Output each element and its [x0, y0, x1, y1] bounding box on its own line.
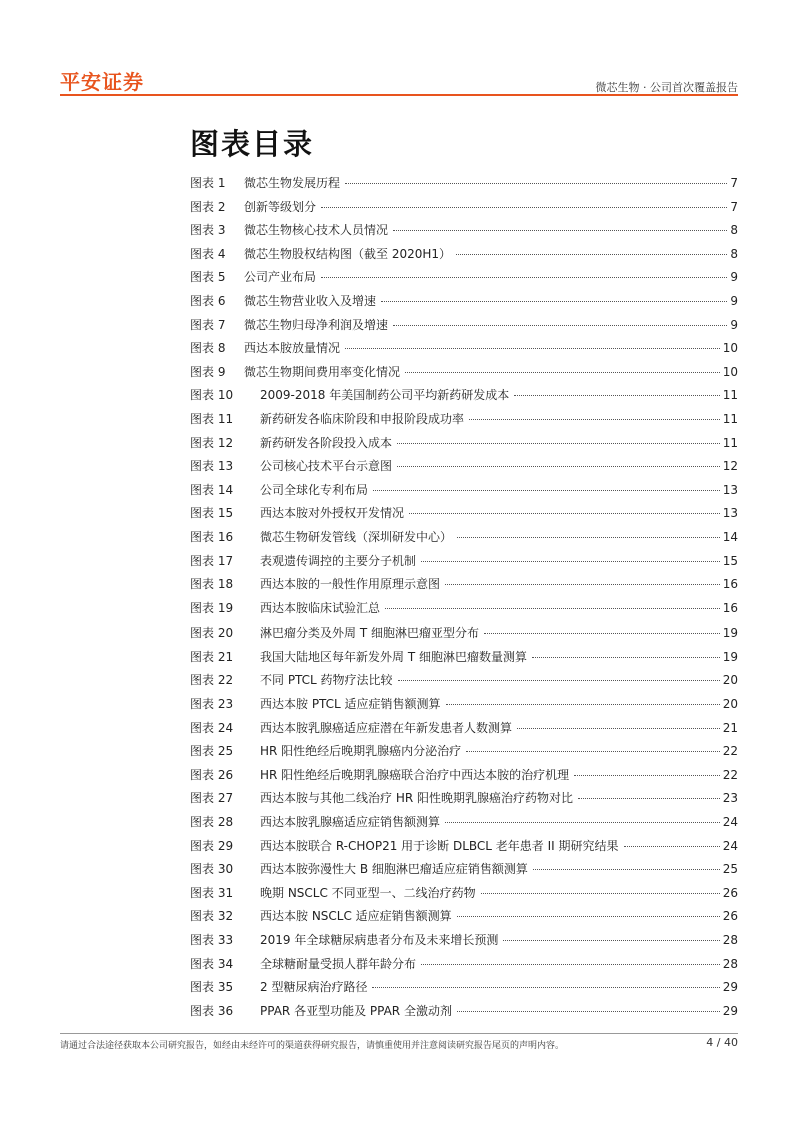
toc-leader-dots	[484, 633, 720, 634]
toc-figure-label: 图表 5	[190, 270, 226, 285]
toc-page-number: 23	[722, 791, 738, 806]
toc-figure-label: 图表 34	[190, 956, 234, 971]
toc-entry[interactable]	[190, 669, 738, 693]
toc-figure-title: 晚期 NSCLC 不同亚型一、二线治疗药物	[260, 885, 476, 900]
toc-figure-label: 图表 11	[190, 411, 234, 426]
toc-entry[interactable]	[190, 432, 738, 456]
toc-figure-title: 西达本胺放量情况	[244, 341, 341, 356]
toc-page-number: 11	[722, 435, 738, 450]
report-title: 微芯生物 · 公司首次覆盖报告	[595, 81, 738, 94]
toc-figure-label: 图表 29	[190, 838, 234, 853]
toc-figure-label: 图表 24	[190, 720, 234, 735]
toc-page-number: 12	[722, 459, 738, 474]
toc-entry[interactable]	[190, 811, 738, 835]
toc-figure-title: 微芯生物股权结构图（截至 2020H1）	[244, 246, 452, 261]
toc-leader-dots	[372, 987, 719, 988]
toc-figure-label: 图表 27	[190, 791, 234, 806]
footer-disclaimer: 请通过合法途径获取本公司研究报告，如经由未经许可的渠道获得研究报告，请慎重使用并注意阅读研究报告尾页的声明内容。	[60, 1041, 565, 1051]
toc-figure-label: 图表 4	[190, 246, 226, 261]
page-number: 4 / 40	[706, 1036, 738, 1049]
toc-entry[interactable]	[190, 787, 738, 811]
toc-figure-label: 图表 1	[190, 176, 226, 190]
toc-figure-title: 我国大陆地区每年新发外周 T 细胞淋巴瘤数量测算	[260, 649, 527, 664]
toc-figure-title: 微芯生物期间费用率变化情况	[244, 364, 401, 379]
toc-figure-title: HR 阳性绝经后晚期乳腺癌内分泌治疗	[260, 744, 462, 759]
toc-leader-dots	[445, 584, 720, 585]
company-logo: 平安证券	[60, 70, 144, 94]
toc-page-number: 26	[722, 885, 738, 900]
toc-leader-dots	[381, 301, 727, 302]
toc-figure-label: 图表 20	[190, 626, 234, 641]
toc-figure-title: 微芯生物核心技术人员情况	[244, 223, 389, 238]
toc-entry[interactable]	[190, 573, 738, 597]
toc-leader-dots	[517, 728, 720, 729]
toc-page-number: 19	[722, 649, 738, 664]
toc-figure-title: 表观遗传调控的主要分子机制	[260, 553, 417, 568]
toc-page-number: 13	[722, 506, 738, 521]
toc-leader-dots	[397, 466, 720, 467]
toc-figure-title: 新药研发各阶段投入成本	[260, 435, 393, 450]
toc-entry[interactable]	[190, 502, 738, 526]
toc-figure-title: 西达本胺对外授权开发情况	[260, 506, 405, 521]
toc-page-number: 24	[722, 838, 738, 853]
toc-page-number: 7	[730, 199, 738, 214]
toc-page-number: 15	[722, 553, 738, 568]
toc-entry[interactable]	[190, 1000, 738, 1024]
toc-figure-label: 图表 3	[190, 223, 226, 238]
toc-leader-dots	[446, 704, 720, 705]
toc-leader-dots	[457, 916, 720, 917]
toc-figure-label: 图表 13	[190, 459, 234, 474]
toc-figure-title: 西达本胺弥漫性大 B 细胞淋巴瘤适应症销售额测算	[260, 862, 528, 877]
toc-entry[interactable]	[190, 479, 738, 503]
toc-page-number: 19	[722, 626, 738, 641]
toc-page-number: 16	[722, 600, 738, 615]
toc-page-number: 9	[730, 317, 738, 332]
toc-entry[interactable]	[190, 384, 738, 408]
page-title: 图表目录	[190, 127, 315, 161]
toc-figure-label: 图表 28	[190, 815, 234, 830]
toc-figure-title: 微芯生物研发管线（深圳研发中心）	[260, 529, 453, 544]
toc-figure-label: 图表 16	[190, 529, 234, 544]
toc-figure-title: 西达本胺的一般性作用原理示意图	[260, 577, 441, 592]
toc-page-number: 14	[722, 529, 738, 544]
toc-page-number: 9	[730, 293, 738, 308]
toc-leader-dots	[345, 183, 727, 184]
toc-page-number: 16	[722, 577, 738, 592]
toc-figure-label: 图表 17	[190, 553, 234, 568]
toc-entry[interactable]	[190, 455, 738, 479]
toc-figure-title: 全球糖耐量受损人群年龄分布	[260, 956, 417, 971]
toc-leader-dots	[469, 419, 720, 420]
toc-figure-title: HR 阳性绝经后晚期乳腺癌联合治疗中西达本胺的治疗机理	[260, 767, 570, 782]
toc-leader-dots	[533, 869, 720, 870]
toc-figure-label: 图表 14	[190, 482, 234, 497]
toc-figure-title: 不同 PTCL 药物疗法比较	[260, 673, 393, 688]
toc-page-number: 20	[722, 697, 738, 712]
toc-figure-title: 西达本胺 PTCL 适应症销售额测算	[260, 697, 441, 712]
toc-figure-title: 西达本胺临床试验汇总	[260, 600, 381, 615]
toc-figure-title: 2009-2018 年美国制药公司平均新药研发成本	[260, 388, 510, 403]
toc-entry[interactable]	[190, 219, 738, 243]
toc-entry[interactable]	[190, 337, 738, 361]
toc-figure-label: 图表 26	[190, 767, 234, 782]
toc-page-number: 20	[722, 673, 738, 688]
toc-figure-title: 2019 年全球糖尿病患者分布及未来增长预测	[260, 933, 499, 947]
toc-leader-dots	[532, 657, 720, 658]
toc-figure-label: 图表 23	[190, 697, 234, 712]
toc-entry[interactable]	[190, 172, 738, 196]
toc-leader-dots	[345, 348, 720, 349]
toc-leader-dots	[393, 230, 727, 231]
toc-leader-dots	[624, 846, 720, 847]
toc-figure-label: 图表 7	[190, 317, 226, 332]
toc-leader-dots	[466, 751, 720, 752]
toc-page-number: 24	[722, 815, 738, 830]
toc-page-number: 8	[730, 223, 738, 238]
toc-entry[interactable]	[190, 361, 738, 385]
toc-figure-title: 西达本胺与其他二线治疗 HR 阳性晚期乳腺癌治疗药物对比	[260, 791, 573, 806]
toc-figure-label: 图表 2	[190, 199, 226, 214]
toc-entry[interactable]	[190, 764, 738, 788]
toc-entry[interactable]	[190, 266, 738, 290]
toc-page-number: 22	[722, 767, 738, 782]
toc-figure-label: 图表 19	[190, 600, 234, 615]
toc-entry[interactable]	[190, 622, 738, 646]
toc-page-number: 28	[722, 956, 738, 971]
toc-page-number: 25	[722, 862, 738, 877]
toc-figure-label: 图表 31	[190, 885, 234, 900]
toc-entry[interactable]	[190, 717, 738, 741]
toc-entry[interactable]	[190, 976, 738, 1000]
toc-leader-dots	[574, 775, 720, 776]
toc-leader-dots	[457, 1011, 720, 1012]
toc-figure-label: 图表 9	[190, 364, 226, 379]
toc-figure-title: 微芯生物营业收入及增速	[244, 293, 377, 308]
toc-figure-title: 西达本胺乳腺癌适应症销售额测算	[260, 815, 441, 830]
toc-page-number: 8	[730, 246, 738, 261]
page-header	[60, 66, 738, 92]
toc-page-number: 11	[722, 388, 738, 403]
toc-figure-title: 新药研发各临床阶段和申报阶段成功率	[260, 411, 465, 426]
toc-leader-dots	[385, 608, 720, 609]
toc-figure-label: 图表 15	[190, 506, 234, 521]
toc-page-number: 26	[722, 909, 738, 924]
toc-entry[interactable]	[190, 835, 738, 859]
toc-entry[interactable]	[190, 953, 738, 977]
toc-leader-dots	[421, 964, 720, 965]
toc-figure-label: 图表 22	[190, 673, 234, 688]
toc-figure-label: 图表 21	[190, 649, 234, 664]
toc-entry[interactable]	[190, 929, 738, 953]
toc-page-number: 11	[722, 411, 738, 426]
toc-figure-label: 图表 10	[190, 388, 234, 403]
toc-leader-dots	[321, 277, 727, 278]
toc-page-number: 10	[722, 364, 738, 379]
toc-figure-label: 图表 30	[190, 862, 234, 877]
toc-entry[interactable]	[190, 646, 738, 670]
toc-figure-label: 图表 18	[190, 577, 234, 592]
toc-entry[interactable]	[190, 243, 738, 267]
toc-page-number: 7	[730, 176, 738, 190]
toc-page-number: 21	[722, 720, 738, 735]
toc-entry[interactable]	[190, 740, 738, 764]
toc-figure-label: 图表 36	[190, 1003, 234, 1018]
footer-divider	[60, 1033, 738, 1034]
toc-leader-dots	[421, 561, 720, 562]
toc-leader-dots	[457, 537, 720, 538]
toc-leader-dots	[397, 443, 720, 444]
toc-figure-title: 2 型糖尿病治疗路径	[260, 980, 368, 995]
toc-entry[interactable]	[190, 196, 738, 220]
toc-leader-dots	[409, 513, 720, 514]
toc-leader-dots	[373, 490, 720, 491]
toc-entry[interactable]	[190, 693, 738, 717]
toc-leader-dots	[321, 207, 727, 208]
toc-entry[interactable]	[190, 905, 738, 929]
toc-page-number: 29	[722, 980, 738, 995]
toc-figure-label: 图表 6	[190, 293, 226, 308]
toc-entry[interactable]	[190, 882, 738, 906]
toc-figure-title: 公司全球化专利布局	[260, 482, 369, 497]
header-divider	[60, 94, 738, 96]
toc-figure-label: 图表 12	[190, 435, 234, 450]
toc-leader-dots	[503, 940, 719, 941]
toc-figure-title: 公司核心技术平台示意图	[260, 459, 393, 474]
toc-leader-dots	[578, 798, 720, 799]
toc-entry[interactable]	[190, 858, 738, 882]
toc-figure-title: 西达本胺 NSCLC 适应症销售额测算	[260, 909, 452, 924]
toc-figure-title: 西达本胺乳腺癌适应症潜在年新发患者人数测算	[260, 720, 513, 735]
toc-leader-dots	[445, 822, 720, 823]
toc-entry[interactable]	[190, 550, 738, 574]
toc-figure-title: 创新等级划分	[244, 199, 317, 214]
toc-leader-dots	[405, 372, 720, 373]
toc-leader-dots	[514, 395, 719, 396]
toc-leader-dots	[481, 893, 720, 894]
toc-figure-label: 图表 35	[190, 980, 234, 995]
toc-figure-label: 图表 25	[190, 744, 234, 759]
toc-entry[interactable]	[190, 314, 738, 338]
toc-figure-title: 微芯生物归母净利润及增速	[244, 317, 389, 332]
toc-page-number: 29	[722, 1003, 738, 1018]
toc-figure-title: 公司产业布局	[244, 270, 317, 285]
toc-figure-label: 图表 33	[190, 933, 234, 947]
toc-page-number: 22	[722, 744, 738, 759]
toc-entry[interactable]	[190, 526, 738, 550]
toc-entry[interactable]	[190, 290, 738, 314]
toc-page-number: 28	[722, 933, 738, 947]
toc-page-number: 10	[722, 341, 738, 356]
toc-leader-dots	[398, 680, 720, 681]
toc-page-number: 9	[730, 270, 738, 285]
figure-table-of-contents	[190, 172, 738, 1023]
toc-figure-title: PPAR 各亚型功能及 PPAR 全激动剂	[260, 1003, 452, 1018]
toc-leader-dots	[393, 325, 727, 326]
toc-figure-title: 微芯生物发展历程	[244, 176, 341, 190]
toc-figure-label: 图表 32	[190, 909, 234, 924]
toc-figure-title: 淋巴瘤分类及外周 T 细胞淋巴瘤亚型分布	[260, 626, 479, 641]
toc-figure-title: 西达本胺联合 R-CHOP21 用于诊断 DLBCL 老年患者 II 期研究结果	[260, 838, 619, 853]
toc-entry[interactable]	[190, 408, 738, 432]
toc-entry[interactable]	[190, 597, 738, 621]
toc-figure-label: 图表 8	[190, 341, 226, 356]
toc-page-number: 13	[722, 482, 738, 497]
toc-leader-dots	[456, 254, 727, 255]
